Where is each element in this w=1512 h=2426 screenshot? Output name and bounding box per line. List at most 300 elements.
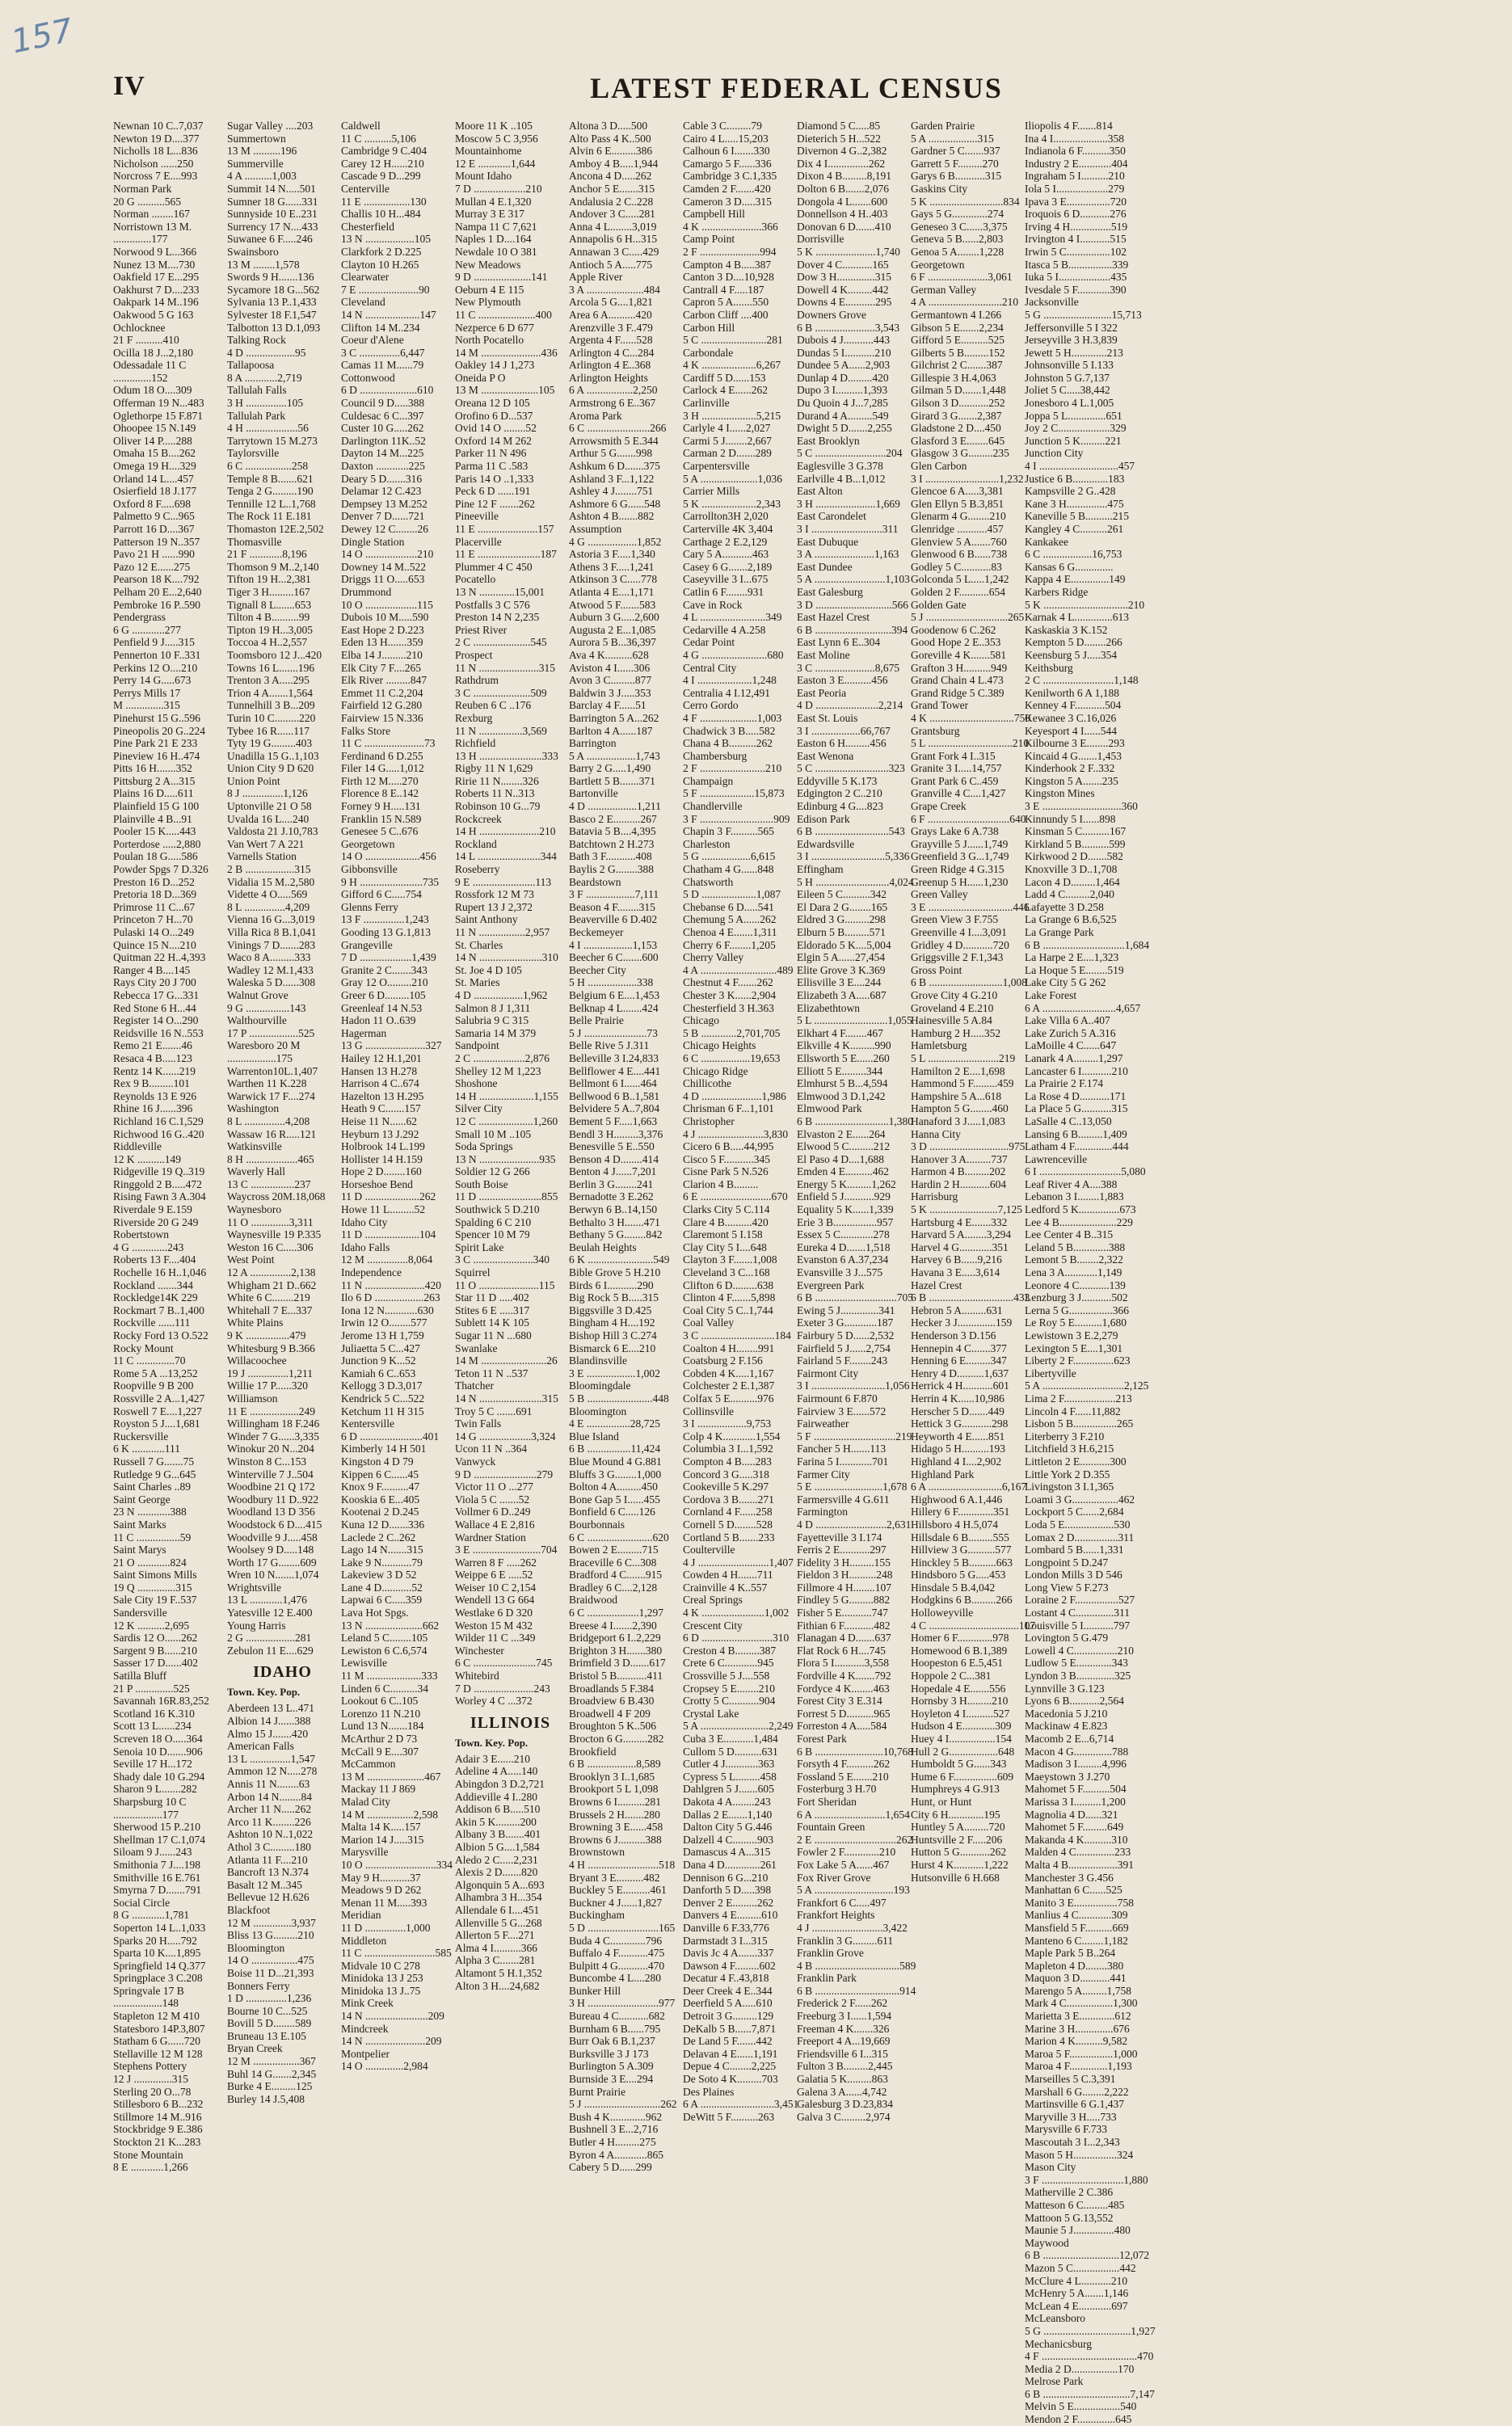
town-entry: East Alton bbox=[797, 485, 843, 498]
town-entry: 5 C ..........................204 bbox=[797, 447, 903, 460]
town-entry: Perkins 12 O....210 bbox=[113, 661, 198, 674]
margin-annotation: 157 bbox=[8, 11, 77, 61]
town-entry: Lafayette 3 D.258 bbox=[1025, 900, 1104, 913]
town-entry: Lomax 2 D................311 bbox=[1025, 1531, 1135, 1544]
town-entry: Holbrook 14 L.199 bbox=[341, 1140, 425, 1153]
town-entry: Loraine 2 F................527 bbox=[1025, 1594, 1135, 1607]
town-entry: 5 A ..................1,743 bbox=[569, 749, 660, 762]
town-entry: 4 H ..........................518 bbox=[569, 1858, 676, 1871]
town-entry: Nunez 13 M....730 bbox=[113, 258, 196, 271]
town-entry: Huey 4 I.................154 bbox=[911, 1733, 1012, 1745]
town-entry: Grant Park 6 C..459 bbox=[911, 774, 999, 787]
town-entry: 5 A ..............................2,125 bbox=[1025, 1379, 1149, 1392]
town-entry: Easton 3 E..........456 bbox=[797, 674, 888, 687]
town-entry: Sherwood 15 P..210 bbox=[113, 1821, 201, 1834]
town-entry: Homewood 6 B.1,389 bbox=[911, 1644, 1008, 1657]
town-entry: Lane 4 D...........52 bbox=[341, 1581, 423, 1594]
town-entry: Aurora 5 B...36,397 bbox=[569, 636, 656, 649]
town-entry: Dix 4 I...............262 bbox=[797, 157, 886, 170]
town-entry: Warwick 17 F....274 bbox=[227, 1089, 315, 1102]
town-entry: Forest City 3 E.314 bbox=[797, 1695, 882, 1708]
town-entry: Gridley 4 D...........720 bbox=[911, 938, 1009, 951]
town-entry: Albion 5 G....1,584 bbox=[455, 1840, 540, 1853]
town-entry: Rochelle 16 H..1,046 bbox=[113, 1266, 207, 1279]
town-entry: Camas 11 M......79 bbox=[341, 359, 424, 372]
town-entry: Dolton 6 B.......2,076 bbox=[797, 182, 890, 195]
town-entry: Bunker Hill bbox=[569, 1984, 621, 1997]
town-entry: Hansen 13 H.278 bbox=[341, 1064, 418, 1077]
town-entry: Toccoa 4 H..2,557 bbox=[227, 636, 308, 649]
town-entry: Fairmont City bbox=[797, 1367, 859, 1379]
town-entry: Heyworth 4 E......851 bbox=[911, 1430, 1005, 1443]
town-entry: Bethalto 3 H.......471 bbox=[569, 1215, 660, 1228]
town-entry: Gilson 3 D...........252 bbox=[911, 397, 1005, 410]
town-entry: 5 J ............................262 bbox=[569, 2098, 677, 2111]
column-heading: Town. Key. Pop. bbox=[455, 1736, 529, 1749]
town-entry: 11 O ..............3,311 bbox=[227, 1215, 314, 1228]
town-entry: Zebulon 11 E....629 bbox=[227, 1644, 314, 1657]
town-entry: Hanover 3 A.........737 bbox=[911, 1152, 1008, 1165]
town-entry: Elmwood 3 D.1,242 bbox=[797, 1089, 886, 1102]
town-entry: Frankfort Heights bbox=[797, 1909, 875, 1922]
town-entry: Keithsburg bbox=[1025, 661, 1073, 674]
town-entry: Kootenai 2 D.245 bbox=[341, 1506, 419, 1518]
town-entry: Vienna 16 G...3,019 bbox=[227, 913, 315, 926]
town-entry: 11 D .......................855 bbox=[455, 1190, 558, 1203]
town-entry: Young Harris bbox=[227, 1619, 286, 1632]
town-entry: Elliott 5 E.........344 bbox=[797, 1064, 883, 1077]
town-entry: Clarion 4 B......... bbox=[683, 1177, 759, 1190]
town-entry: Hoppole 2 C...381 bbox=[911, 1670, 992, 1683]
town-entry: Arcola 5 G....1,821 bbox=[569, 296, 653, 309]
town-entry: Bellwood 6 B..1,581 bbox=[569, 1089, 660, 1102]
town-entry: 13 L ............1,476 bbox=[227, 1594, 307, 1607]
town-entry: Big Rock 5 B.....315 bbox=[569, 1291, 659, 1304]
town-entry: 10 O ...................115 bbox=[341, 598, 433, 611]
town-entry: Apple River bbox=[569, 271, 623, 284]
town-entry: Cairo 4 L.....15,203 bbox=[683, 132, 769, 145]
town-entry: 4 K ....................6,267 bbox=[683, 359, 781, 372]
town-entry: Casey 6 G.......2,189 bbox=[683, 560, 773, 573]
town-entry: Bellevue 12 H.626 bbox=[227, 1891, 310, 1904]
town-entry: Mahomet 5 F..........504 bbox=[1025, 1783, 1127, 1796]
town-entry: White Plains bbox=[227, 1316, 284, 1329]
town-entry: Kippen 6 C......45 bbox=[341, 1468, 419, 1480]
town-entry: Hebron 5 A.........631 bbox=[911, 1304, 1003, 1316]
town-entry: Catlin 6 F........931 bbox=[683, 585, 764, 598]
town-entry: 5 G .........................15,713 bbox=[1025, 308, 1142, 321]
town-entry: 11 D ...............1,000 bbox=[341, 1921, 431, 1934]
town-entry: Stellaville 12 M 128 bbox=[113, 2047, 203, 2060]
town-entry: Georgetown bbox=[341, 837, 395, 850]
town-entry: Ringgold 2 B.....472 bbox=[113, 1177, 202, 1190]
town-entry: 6 D .....................610 bbox=[341, 384, 434, 397]
town-entry: Beaverville 6 D.402 bbox=[569, 913, 658, 926]
town-entry: 1 D ...............1,236 bbox=[227, 1992, 312, 2005]
town-entry: Dakota 4 A........243 bbox=[683, 1795, 771, 1808]
town-entry: 8 J ...............1,126 bbox=[227, 787, 308, 800]
town-entry: Edinburg 4 G....823 bbox=[797, 800, 883, 813]
town-entry: Rossfork 12 M 73 bbox=[455, 888, 534, 901]
town-entry: Marysville bbox=[341, 1846, 389, 1859]
town-entry: 7 D ...................1,439 bbox=[341, 951, 436, 964]
town-entry: Pelham 20 E...2,640 bbox=[113, 585, 202, 598]
town-entry: Meridian bbox=[341, 1909, 381, 1922]
town-entry: Winchester bbox=[455, 1644, 504, 1657]
town-entry: Oneida P O bbox=[455, 371, 506, 384]
town-entry: Bath 3 F...........408 bbox=[569, 850, 652, 863]
town-entry: Whitebird bbox=[455, 1670, 499, 1683]
town-entry: Ovid 14 O ........52 bbox=[455, 422, 537, 435]
town-entry: Penfield 9 J.....315 bbox=[113, 636, 195, 649]
town-entry: Geneva 5 B......2,803 bbox=[911, 233, 1004, 246]
town-entry: Weiser 10 C 2,154 bbox=[455, 1581, 537, 1594]
town-entry: 5 J .......................73 bbox=[569, 1026, 658, 1039]
town-entry: Reuben 6 C ..176 bbox=[455, 699, 532, 712]
town-entry: Florence 8 E..142 bbox=[341, 787, 419, 800]
page-header bbox=[113, 69, 1480, 118]
town-entry: 4 L ........................349 bbox=[683, 611, 782, 624]
town-entry: 3 I ...........................1,056 bbox=[797, 1379, 910, 1392]
town-entry: McClure 4 L...........210 bbox=[1025, 2274, 1128, 2287]
town-entry: Downey 14 M..522 bbox=[341, 560, 426, 573]
town-entry: Hollister 14 H.159 bbox=[341, 1152, 423, 1165]
town-entry: Hull 2 G..................648 bbox=[911, 1745, 1015, 1758]
town-entry: 3 I ...........................1,232 bbox=[911, 472, 1024, 485]
town-entry: 14 O ...................210 bbox=[341, 548, 434, 561]
town-entry: 13 G ......................327 bbox=[341, 1039, 442, 1052]
town-entry: Maple Park 5 B..264 bbox=[1025, 1947, 1116, 1960]
town-entry: Falks Store bbox=[341, 724, 391, 737]
town-entry: 14 N .......................315 bbox=[455, 1392, 558, 1405]
town-entry: Dawson 4 F.........602 bbox=[683, 1959, 776, 1972]
town-entry: Hagerman bbox=[341, 1026, 387, 1039]
town-entry: Waynesville 19 P.335 bbox=[227, 1228, 322, 1241]
town-entry: Greenville 4 I....3,091 bbox=[911, 926, 1007, 938]
town-entry: Gardner 5 C.......937 bbox=[911, 145, 1000, 158]
town-entry: Barrington bbox=[569, 737, 617, 750]
town-entry: Hardin 2 H...........604 bbox=[911, 1177, 1007, 1190]
town-entry: 19 Q ..............315 bbox=[113, 1581, 192, 1594]
town-entry: 4 G ..................1,852 bbox=[569, 535, 662, 548]
town-entry: Marysville 6 F.733 bbox=[1025, 2123, 1108, 2136]
town-entry: Grangeville bbox=[341, 938, 393, 951]
town-entry: Bowen 2 E.........715 bbox=[569, 1544, 659, 1556]
town-entry: Cordova 3 B.......271 bbox=[683, 1493, 774, 1506]
town-entry: Stephens Pottery bbox=[113, 2060, 187, 2073]
town-entry: Sunnyside 10 E..231 bbox=[227, 208, 318, 221]
town-entry: Kewanee 3 C.16,026 bbox=[1025, 711, 1117, 724]
town-entry: Mason 5 H................324 bbox=[1025, 2148, 1134, 2161]
town-entry: Arenzville 3 F..479 bbox=[569, 321, 653, 334]
town-entry: Cisco 5 F...........345 bbox=[683, 1152, 771, 1165]
town-entry: East Hazel Crest bbox=[797, 611, 870, 624]
town-entry: Sumner 18 G......331 bbox=[227, 195, 318, 208]
town-entry: Waco 8 A.........333 bbox=[227, 951, 311, 964]
town-entry: Cedarville 4 A.258 bbox=[683, 623, 766, 636]
town-entry: Leaf River 4 A....388 bbox=[1025, 1177, 1118, 1190]
town-entry: 3 A .....................484 bbox=[569, 283, 660, 296]
town-entry: Rockcreek bbox=[455, 812, 502, 825]
town-entry: Beason 4 F........315 bbox=[569, 900, 655, 913]
town-entry: Seville 17 H...172 bbox=[113, 1758, 192, 1771]
town-entry: Thatcher bbox=[455, 1379, 494, 1392]
town-entry: Bellmont 6 I......464 bbox=[569, 1077, 657, 1090]
town-entry: Holloweyville bbox=[911, 1607, 974, 1619]
town-entry: Suwanee 6 F.....246 bbox=[227, 233, 313, 246]
town-entry: Latham 4 F..............444 bbox=[1025, 1140, 1129, 1153]
town-entry: Lake Villa 6 A..407 bbox=[1025, 1014, 1110, 1027]
town-entry: Bement 5 F.....1,663 bbox=[569, 1114, 658, 1127]
town-entry: Bartlett 5 B.......371 bbox=[569, 774, 655, 787]
town-entry: Idaho Falls bbox=[341, 1240, 390, 1253]
town-entry: Camargo 5 F......336 bbox=[683, 157, 772, 170]
town-entry: 11 N ................3,569 bbox=[455, 724, 547, 737]
town-entry: ..................177 bbox=[113, 1808, 179, 1821]
town-entry: Wassaw 16 R.....121 bbox=[227, 1127, 317, 1140]
town-entry: 3 H ....................5,215 bbox=[683, 409, 781, 422]
town-entry: Blue Mound 4 G.881 bbox=[569, 1455, 662, 1468]
town-entry: Rupert 13 J 2,372 bbox=[455, 900, 533, 913]
town-entry: Malad City bbox=[341, 1795, 391, 1808]
town-entry: Maroa 5 F................1,000 bbox=[1025, 2047, 1138, 2060]
town-entry: Villa Rica 8 B.1,041 bbox=[227, 926, 317, 938]
town-entry: Havana 3 E.....3,614 bbox=[911, 1266, 1000, 1279]
town-entry: Braidwood bbox=[569, 1594, 617, 1607]
town-entry: Elk City 7 F....265 bbox=[341, 661, 422, 674]
town-entry: Magnolia 4 D......321 bbox=[1025, 1808, 1118, 1821]
town-entry: Hanaford 3 J.....1,083 bbox=[911, 1114, 1005, 1127]
town-entry: 3 I ..................66,767 bbox=[797, 724, 891, 737]
town-entry: 4 A ...........................210 bbox=[911, 296, 1019, 309]
town-entry: 21 O ............824 bbox=[113, 1556, 187, 1569]
town-entry: Assumption bbox=[569, 523, 622, 535]
town-entry: Manteno 6 C........1,182 bbox=[1025, 1934, 1128, 1947]
town-entry: Bancroft 13 N.374 bbox=[227, 1866, 309, 1879]
town-entry: Fairmount 6 F.870 bbox=[797, 1392, 878, 1405]
town-entry: 8 E ............1,266 bbox=[113, 2161, 188, 2174]
town-entry: Kimberly 14 H 501 bbox=[341, 1443, 427, 1455]
town-entry: Scott 13 L......234 bbox=[113, 1720, 192, 1733]
town-entry: Berwyn 6 B..14,150 bbox=[569, 1203, 658, 1216]
town-entry: ..............177 bbox=[113, 233, 168, 246]
town-entry: Archer 11 N.....262 bbox=[227, 1803, 312, 1816]
town-entry: Alma 4 I..........366 bbox=[455, 1941, 537, 1954]
town-entry: Irwin 12 O........577 bbox=[341, 1316, 427, 1329]
town-entry: Hampton 5 G........460 bbox=[911, 1102, 1009, 1115]
town-entry: Lund 13 N.......184 bbox=[341, 1720, 424, 1733]
town-entry: 14 N .......................310 bbox=[455, 951, 558, 964]
town-entry: East Peoria bbox=[797, 686, 847, 699]
town-entry: 9 D .......................279 bbox=[455, 1468, 554, 1480]
town-entry: Coulterville bbox=[683, 1544, 735, 1556]
town-entry: Worley 4 C ...372 bbox=[455, 1695, 533, 1708]
town-entry: Stone Mountain bbox=[113, 2148, 183, 2161]
town-entry: Mason City bbox=[1025, 2161, 1076, 2174]
town-entry: 2 C .....................545 bbox=[455, 636, 547, 649]
town-entry: Germantown 4 I.266 bbox=[911, 308, 1002, 321]
town-entry: 6 C .................258 bbox=[227, 460, 309, 473]
town-entry: Cambridge 3 C.1,335 bbox=[683, 170, 777, 183]
town-entry: Kilbourne 3 E........293 bbox=[1025, 737, 1125, 750]
town-entry: Marengo 5 A.........1,758 bbox=[1025, 1984, 1131, 1997]
town-entry: Carman 2 D.......289 bbox=[683, 447, 772, 460]
town-entry: Browns 6 J..........388 bbox=[569, 1833, 662, 1846]
town-entry: Teton 11 N ..537 bbox=[455, 1367, 529, 1379]
town-entry: Crystal Lake bbox=[683, 1707, 739, 1720]
town-entry: Beecher City bbox=[569, 963, 626, 976]
town-entry: Burnham 6 B......795 bbox=[569, 2022, 661, 2035]
town-entry: Springplace 3 C.208 bbox=[113, 1972, 203, 1985]
town-entry: Reidsville 16 N..553 bbox=[113, 1026, 204, 1039]
town-entry: Evanston 6 A.37,234 bbox=[797, 1253, 889, 1266]
town-entry: Hornsby 3 H.........210 bbox=[911, 1695, 1009, 1708]
census-column bbox=[341, 120, 455, 2073]
town-entry: Johnsonville 5 I.133 bbox=[1025, 359, 1114, 372]
state-heading: ILLINOIS bbox=[470, 1713, 551, 1732]
town-entry: Quitman 22 H..4,393 bbox=[113, 951, 206, 964]
town-entry: Woodbine 21 Q 172 bbox=[227, 1480, 315, 1493]
town-entry: Cobden 4 K.....1,167 bbox=[683, 1367, 774, 1379]
town-entry: Vollmer 6 D..249 bbox=[455, 1506, 531, 1518]
town-entry: Matherville 2 C.386 bbox=[1025, 2186, 1114, 2199]
town-entry: Hadon 11 O..639 bbox=[341, 1014, 416, 1027]
town-entry: 6 C ........................620 bbox=[569, 1531, 669, 1544]
town-entry: Yatesville 12 E.400 bbox=[227, 1607, 313, 1619]
town-entry: Greer 6 D.........105 bbox=[341, 988, 426, 1001]
town-entry: Grape Creek bbox=[911, 800, 967, 813]
town-entry: Hainesville 5 A.84 bbox=[911, 1014, 992, 1027]
town-entry: Riddleville bbox=[113, 1140, 162, 1153]
town-entry: Wrightsville bbox=[227, 1581, 281, 1594]
town-entry: Harrisburg bbox=[911, 1190, 958, 1203]
town-entry: Pinehurst 15 G..596 bbox=[113, 711, 200, 724]
town-entry: 4 D ......................1,986 bbox=[683, 1089, 786, 1102]
town-entry: White 6 C........219 bbox=[227, 1291, 310, 1304]
town-entry: Bureau 4 C...........682 bbox=[569, 2010, 665, 2023]
town-entry: Grand Chain 4 L.473 bbox=[911, 674, 1004, 687]
town-entry: Carpentersville bbox=[683, 460, 750, 473]
town-entry: Johnston 5 G.7,137 bbox=[1025, 371, 1110, 384]
town-entry: Soda Springs bbox=[455, 1140, 513, 1153]
town-entry: Elkhart 4 F........467 bbox=[797, 1026, 883, 1039]
town-entry: Sandpoint bbox=[455, 1039, 499, 1052]
town-entry: Huntsville 2 F.....206 bbox=[911, 1833, 1003, 1846]
town-entry: Maquon 3 D...........441 bbox=[1025, 1972, 1127, 1985]
town-entry: Abingdon 3 D.2,721 bbox=[455, 1778, 545, 1790]
town-entry: 7 E ......................90 bbox=[341, 283, 430, 296]
town-entry: Alton 3 H....24,682 bbox=[455, 1979, 540, 1992]
town-entry: Hidago 5 H..........193 bbox=[911, 1443, 1005, 1455]
town-entry: Midvale 10 C 278 bbox=[341, 1959, 420, 1972]
town-entry: 5 A ..........................1,103 bbox=[797, 573, 910, 586]
town-entry: Dayton 14 M...225 bbox=[341, 447, 424, 460]
town-entry: Allendale 6 I....451 bbox=[455, 1903, 540, 1916]
town-entry: Dieterich 5 H...522 bbox=[797, 132, 881, 145]
town-entry: Plainfield 15 G 100 bbox=[113, 800, 200, 813]
town-entry: Almo 15 J.......420 bbox=[227, 1727, 309, 1740]
town-entry: Elwood 5 C.........212 bbox=[797, 1140, 891, 1153]
town-entry: Gilman 5 D.......1,448 bbox=[911, 384, 1006, 397]
town-entry: Pulaski 14 O...249 bbox=[113, 926, 195, 938]
town-entry: Bryan Creek bbox=[227, 2042, 283, 2055]
town-entry: Cortland 5 B.......233 bbox=[683, 1531, 775, 1544]
town-entry: Oakfield 17 E...295 bbox=[113, 271, 200, 284]
town-entry: Anchor 5 E.......315 bbox=[569, 182, 655, 195]
town-entry: Springfield 14 Q.377 bbox=[113, 1959, 206, 1972]
town-entry: 11 C ......................73 bbox=[341, 737, 436, 750]
town-entry: Surrency 17 N....433 bbox=[227, 220, 318, 233]
town-entry: Liberty 2 F...............623 bbox=[1025, 1354, 1131, 1367]
town-entry: Junction City bbox=[1025, 447, 1084, 460]
town-entry: Henning 6 E.........347 bbox=[911, 1354, 1007, 1367]
town-entry: Lexington 5 E....1,301 bbox=[1025, 1341, 1123, 1354]
town-entry: Kendrick 5 C...522 bbox=[341, 1392, 425, 1405]
town-entry: Red Stone 6 H...44 bbox=[113, 1001, 196, 1014]
town-entry: Dallas 2 E.......1,140 bbox=[683, 1808, 773, 1821]
town-entry: Hamilton 2 E....1,698 bbox=[911, 1064, 1005, 1077]
town-entry: Marissa 3 I..........1,200 bbox=[1025, 1795, 1126, 1808]
town-entry: Mapleton 4 D........380 bbox=[1025, 1959, 1124, 1972]
town-entry: Statham 6 G......720 bbox=[113, 2035, 200, 2048]
town-entry: 11 C .....................400 bbox=[455, 308, 552, 321]
town-entry: Macedonia 5 J.210 bbox=[1025, 1707, 1108, 1720]
town-entry: Watkinsville bbox=[227, 1140, 282, 1153]
town-entry: Atkinson 3 C.....778 bbox=[569, 573, 658, 586]
town-entry: Dennison 6 G...210 bbox=[683, 1871, 769, 1884]
town-entry: Southwick 5 D.210 bbox=[455, 1203, 540, 1216]
town-entry: Rathdrum bbox=[455, 674, 499, 687]
town-entry: Ipava 3 E................720 bbox=[1025, 195, 1127, 208]
town-entry: Sylvania 13 P..1,433 bbox=[227, 296, 317, 309]
town-entry: Kinderhook 2 F..332 bbox=[1025, 762, 1115, 775]
town-entry: Little York 2 D.355 bbox=[1025, 1468, 1110, 1480]
town-entry: Mullan 4 E.1,320 bbox=[455, 195, 532, 208]
town-entry: Bulpitt 4 G...........470 bbox=[569, 1959, 665, 1972]
town-entry: 14 H ......................210 bbox=[455, 825, 556, 838]
town-entry: Baldwin 3 J.....353 bbox=[569, 686, 651, 699]
town-entry: Flat Rock 6 H....745 bbox=[797, 1644, 886, 1657]
town-entry: Fairview 15 N.336 bbox=[341, 711, 423, 724]
town-entry: Harmon 4 B.........202 bbox=[911, 1165, 1006, 1178]
town-entry: Durand 4 A.........549 bbox=[797, 409, 889, 422]
town-entry: Harvel 4 G............351 bbox=[911, 1240, 1009, 1253]
town-entry: Breese 4 I.......2,390 bbox=[569, 1619, 657, 1632]
town-entry: Robertstown bbox=[113, 1228, 169, 1241]
town-entry: Clayton 10 H.265 bbox=[341, 258, 419, 271]
town-entry: Elizabeth 3 A.....687 bbox=[797, 988, 887, 1001]
town-entry: Heath 9 C.......157 bbox=[341, 1102, 421, 1115]
town-entry: Crete 6 C............945 bbox=[683, 1657, 774, 1670]
town-entry: Stites 6 E .....317 bbox=[455, 1304, 530, 1316]
town-entry: Bismarck 6 E....210 bbox=[569, 1341, 656, 1354]
town-entry: 14 M ......................436 bbox=[455, 346, 558, 359]
town-entry: Christopher bbox=[683, 1114, 735, 1127]
town-entry: Rhine 16 J......396 bbox=[113, 1102, 193, 1115]
town-entry: Van Wert 7 A 221 bbox=[227, 837, 305, 850]
town-entry: Edgington 2 C..210 bbox=[797, 787, 882, 800]
town-entry: Altamont 5 H.1,352 bbox=[455, 1966, 542, 1979]
town-entry: 5 A ..................315 bbox=[911, 132, 994, 145]
town-entry: Grafton 3 H..........949 bbox=[911, 661, 1008, 674]
town-entry: 5 A .............................193 bbox=[797, 1884, 910, 1897]
town-entry: Cowden 4 H.......711 bbox=[683, 1569, 773, 1582]
town-entry: 6 B ..............................705 bbox=[797, 1291, 914, 1304]
town-entry: Riverdale 9 E.159 bbox=[113, 1203, 192, 1216]
town-entry: 6 F ......................3,061 bbox=[911, 271, 1013, 284]
town-entry: Harvard 5 A........3,294 bbox=[911, 1228, 1012, 1241]
town-entry: Ferris 2 E...........297 bbox=[797, 1544, 887, 1556]
